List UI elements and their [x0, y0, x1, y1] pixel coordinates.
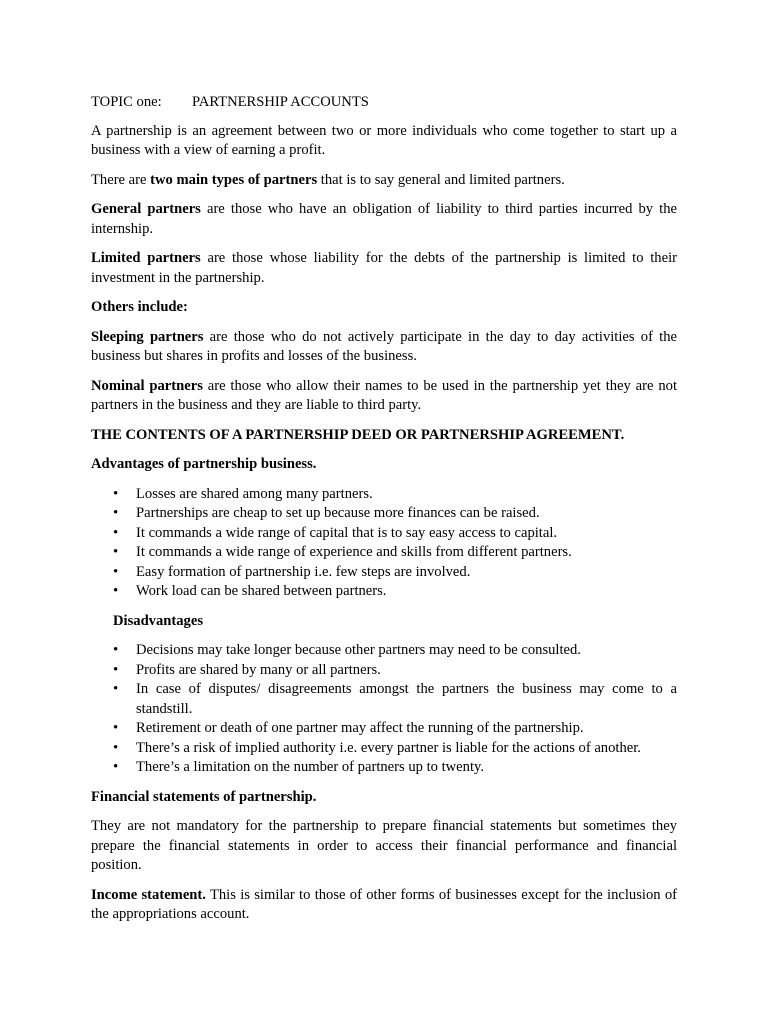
list-item: • Profits are shared by many or all partners. — [91, 661, 677, 681]
list-item: • In case of disputes/ disagreements amongst the partners the business may come to a standstill. — [91, 680, 677, 719]
nominal-partners-text: are those who allow their names to be used in the partnership yet they are not partners in the business and they are liable to third party. — [91, 377, 678, 413]
sleeping-partners-paragraph — [91, 328, 677, 367]
advantages-list — [91, 485, 677, 602]
intro-paragraph: A partnership is an agreement between two or more individuals who come together to start up a business with a view of earning a profit. — [91, 122, 677, 158]
financial-heading — [91, 788, 677, 808]
advantages-heading-text: Advantages of partnership business. — [91, 456, 317, 472]
disadvantages-list — [91, 641, 677, 778]
nominal-partners-paragraph — [91, 377, 677, 416]
financial-paragraph: They are not mandatory for the partnership to prepare financial statements but sometimes they prepare the financial statements in order to access their financial performance and financial position. — [91, 818, 677, 873]
list-item: • Partnerships are cheap to set up because more finances can be raised. — [91, 504, 677, 524]
disadvantages-heading-text: Disadvantages — [113, 612, 204, 629]
list-item: • Retirement or death of one partner may affect the running of the partnership. — [91, 719, 677, 739]
income-statement-text: This is similar to those of other forms of businesses except for the inclusion of the appropriations account. — [91, 886, 677, 922]
types-pre-text: There are — [91, 171, 151, 188]
general-partners-text: are those who have an obligation of liability to third parties incurred by the internship. — [91, 201, 677, 237]
sleeping-partners-text: are those who do not actively participate in the day to day activities of the business but shares in profits and losses of the business. — [91, 328, 678, 364]
limited-partners-term: Limited partners — [91, 250, 201, 266]
general-partners-term: General partners — [91, 201, 201, 217]
advantages-heading — [91, 455, 677, 475]
others-heading — [91, 298, 677, 318]
types-bold-text: two main types of partners — [150, 171, 318, 188]
income-statement-term: Income statement. — [91, 886, 206, 903]
list-item: • There’s a risk of implied authority i.e. every partner is liable for the actions of another. — [91, 739, 677, 759]
sleeping-partners-term: Sleeping partners — [91, 328, 204, 345]
list-item: • It commands a wide range of experience and skills from different partners. — [91, 543, 677, 563]
topic-title: PARTNERSHIP ACCOUNTS — [192, 94, 369, 110]
document-page — [91, 93, 677, 935]
types-post-text: that is to say general and limited partners. — [317, 171, 565, 188]
nominal-partners-term: Nominal partners — [91, 377, 203, 394]
list-item: • Easy formation of partnership i.e. few steps are involved. — [91, 563, 677, 583]
limited-partners-paragraph — [91, 249, 677, 288]
financial-heading-text: Financial statements of partnership. — [91, 788, 317, 805]
deed-heading-text: THE CONTENTS OF A PARTNERSHIP DEED OR PARTNERSHIP AGREEMENT. — [91, 426, 625, 443]
topic-heading — [91, 93, 677, 113]
list-item: • Work load can be shared between partners. — [91, 582, 677, 602]
list-item: • It commands a wide range of capital that is to say easy access to capital. — [91, 524, 677, 544]
list-item: • Decisions may take longer because other partners may need to be consulted. — [91, 641, 677, 661]
general-partners-paragraph — [91, 200, 677, 239]
topic-label: TOPIC one: — [91, 94, 162, 110]
others-heading-text: Others include: — [91, 299, 188, 315]
types-paragraph — [91, 171, 677, 191]
income-statement-paragraph — [91, 886, 677, 925]
disadvantages-heading — [91, 612, 677, 632]
deed-heading — [91, 426, 677, 446]
list-item: • There’s a limitation on the number of partners up to twenty. — [91, 758, 677, 778]
limited-partners-text: are those whose liability for the debts of the partnership is limited to their investment in the partnership. — [91, 250, 677, 286]
list-item: • Losses are shared among many partners. — [91, 485, 677, 505]
